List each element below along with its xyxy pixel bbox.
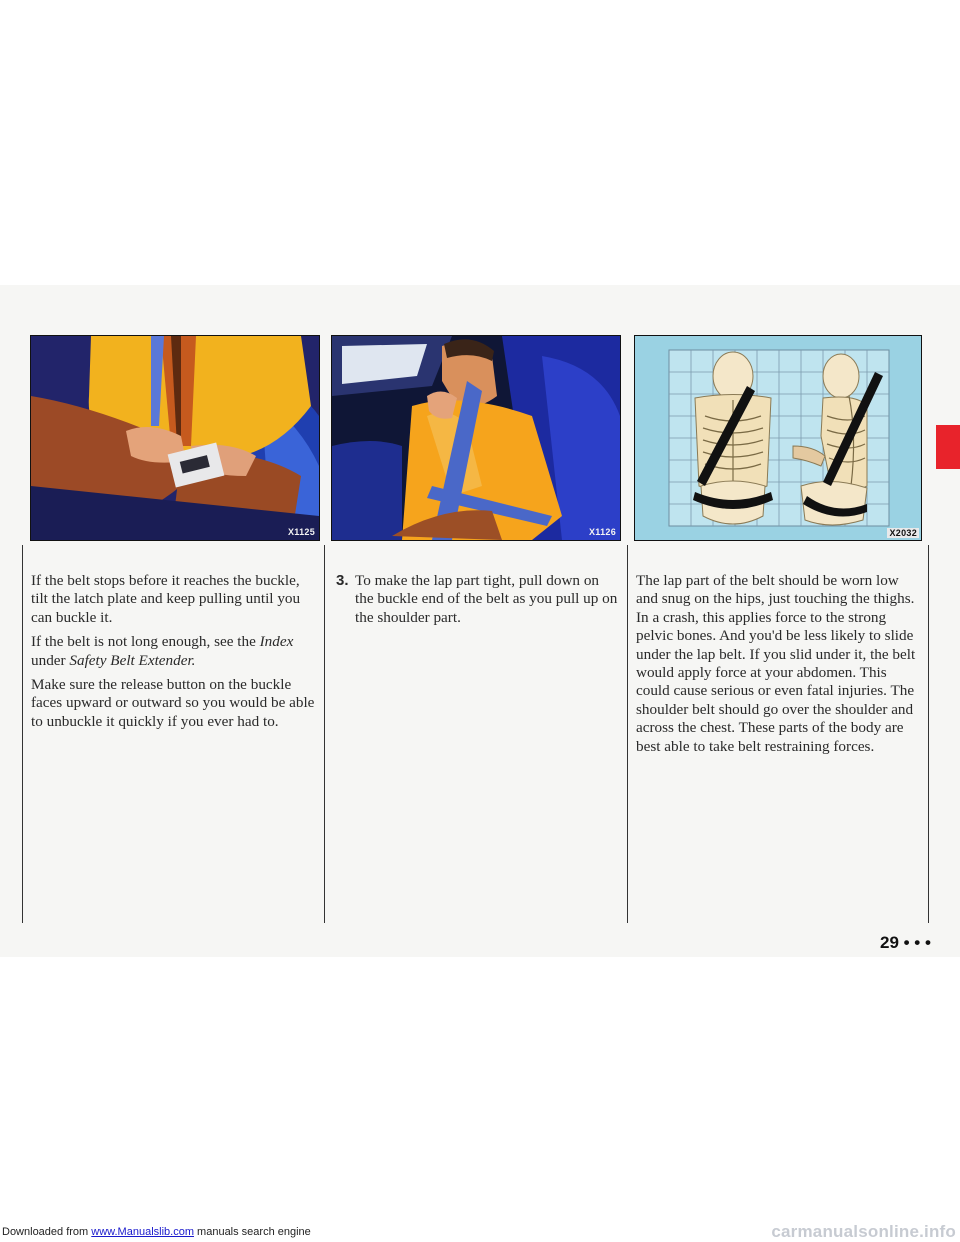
figure-buckle-illustration [30,335,320,541]
figure-code-label: X2032 [889,528,917,538]
figure-skeleton-diagram [634,335,922,541]
paragraph-belt-extender [31,633,316,670]
paragraph-belt-stops: If the belt stops before it reaches the buckle, tilt the latch plate and keep pulling until you can buckle it. [31,572,301,626]
skeleton-diagram-art [635,336,921,540]
figure-code-label: X1126 [588,527,616,537]
middle-column-text [336,572,618,627]
manualslib-link[interactable]: www.Manualslib.com [91,1226,194,1238]
watermark-logo: carmanualsonline.info [771,1222,956,1241]
figure-code-label: X1125 [287,527,315,537]
column-divider-middle [324,545,325,923]
extender-prefix: If the belt is not long enough, see the [31,633,256,651]
column-divider-left [22,545,23,923]
driver-illustration-art [332,336,620,540]
footer-suffix: manuals search engine [197,1226,311,1238]
paragraph-release-button: Make sure the release button on the buckle faces upward or outward so you would be able to unbuckle it quickly if you ever had to. [31,676,315,730]
figure-driver-illustration [331,335,621,541]
step-text: To make the lap part tight, pull down on the buckle end of the belt as you pull up on the shoulder part. [355,572,618,626]
section-tab-marker [936,425,960,469]
safety-belt-extender-reference: Safety Belt Extender. [69,651,196,669]
step-number: 3. [336,572,349,589]
column-divider-edge [928,545,929,923]
buckle-illustration-art [31,336,319,540]
column-divider-right [627,545,628,923]
index-reference: Index [259,633,294,651]
footer-prefix: Downloaded from [2,1226,89,1238]
left-column-text [31,572,316,737]
extender-under: under [31,651,66,669]
paragraph-lap-belt-position: The lap part of the belt should be worn low and snug on the hips, just touching the thighs. In a crash, this applies force to the strong pelvic bones. And you'd be less likely to slide under the lap belt. If you slid under it, the belt would apply force at your abdomen. This could cause serious or even fatal injuries. The shoulder belt should go over the shoulder and across the chest. These parts of the body are best able to take belt restraining forces. [636,572,916,755]
step-3 [336,572,618,627]
right-column-text [636,572,924,762]
page-number: 29 • • • [880,933,931,952]
